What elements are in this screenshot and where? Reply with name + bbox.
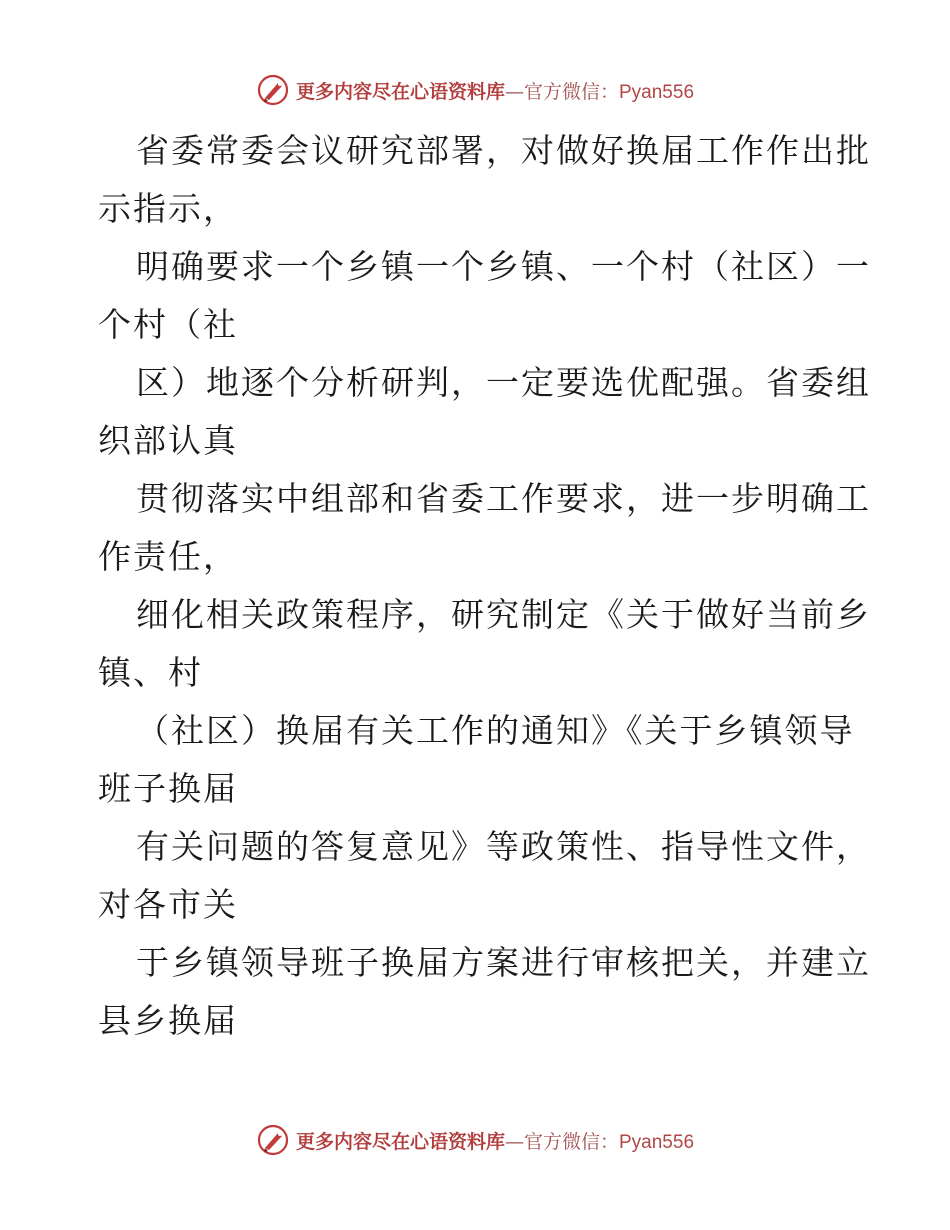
text-line: 作责任， xyxy=(98,537,238,576)
document-body xyxy=(98,122,871,1050)
text-line: 对各市关 xyxy=(98,885,238,924)
banner-site-text: 更多内容尽在心语资料库 xyxy=(295,80,505,103)
text-line: 有关问题的答复意见》等政策性、指导性文件， xyxy=(136,827,871,866)
banner-account: Pyan556 xyxy=(619,1131,695,1153)
pen-logo-icon xyxy=(256,1123,290,1157)
text-line: 示指示， xyxy=(98,189,238,228)
banner-wechat-label: 官方微信： xyxy=(523,1130,619,1153)
banner-dash: — xyxy=(504,1130,524,1153)
text-line: 班子换届 xyxy=(98,769,238,808)
text-line: （社区）换届有关工作的通知》《关于乡镇领导 xyxy=(136,711,855,750)
text-line: 贯彻落实中组部和省委工作要求，进一步明确工 xyxy=(136,479,871,518)
banner-text xyxy=(296,1127,694,1154)
footer-watermark-banner xyxy=(0,1120,950,1160)
text-line: 个村（社 xyxy=(98,305,238,344)
text-line: 区）地逐个分析研判，一定要选优配强。省委组 xyxy=(136,363,871,402)
text-line: 细化相关政策程序，研究制定《关于做好当前乡 xyxy=(136,595,871,634)
text-line: 省委常委会议研究部署，对做好换届工作作出批 xyxy=(136,131,871,170)
banner-site-text: 更多内容尽在心语资料库 xyxy=(295,1130,505,1153)
banner-account: Pyan556 xyxy=(619,81,695,103)
text-line: 镇、村 xyxy=(98,653,203,692)
banner-text xyxy=(296,77,694,104)
text-line: 织部认真 xyxy=(98,421,238,460)
banner-wechat-label: 官方微信： xyxy=(523,80,619,103)
text-line: 于乡镇领导班子换届方案进行审核把关，并建立 xyxy=(136,943,871,982)
banner-dash: — xyxy=(504,80,524,103)
pen-logo-icon xyxy=(256,73,290,107)
text-line: 明确要求一个乡镇一个乡镇、一个村（社区）一 xyxy=(136,247,871,286)
header-watermark-banner xyxy=(0,70,950,110)
text-line: 县乡换届 xyxy=(98,1001,238,1040)
